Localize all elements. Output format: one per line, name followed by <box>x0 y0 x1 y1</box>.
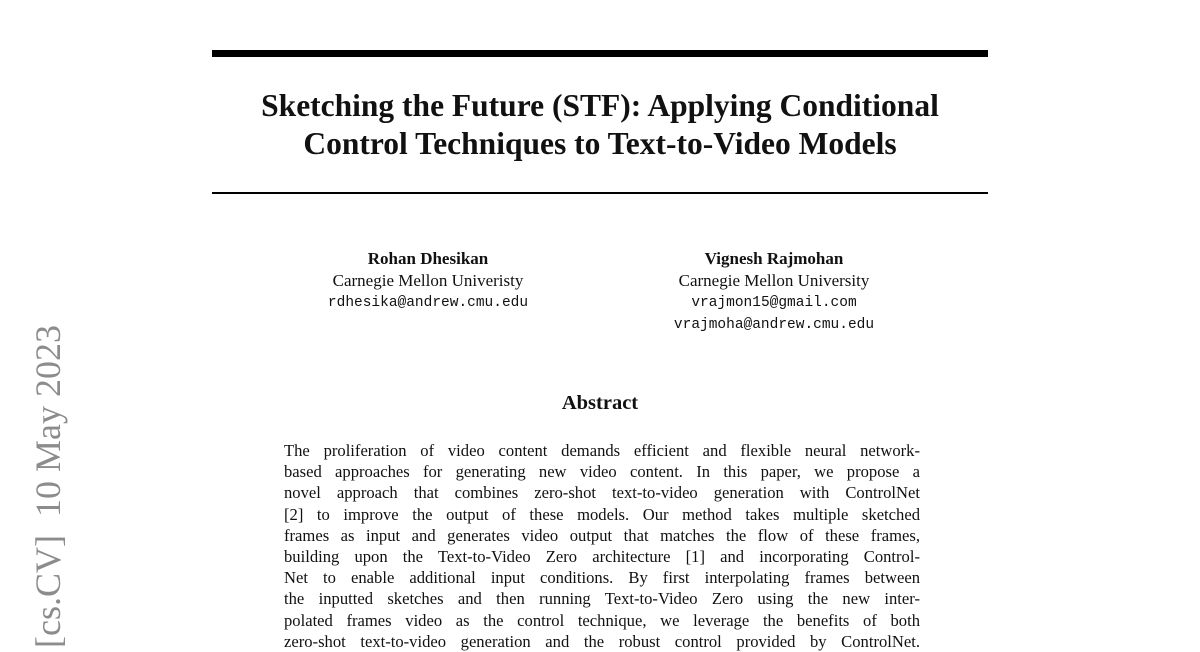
abstract-line: frames as input and generates video output that matches the flow of these frames, <box>284 525 920 545</box>
author-block-1 <box>290 248 566 314</box>
abstract-line: [2] to improve the output of these models. Our method takes multiple sketched <box>284 504 920 524</box>
author-affiliation: Carnegie Mellon University <box>678 271 870 290</box>
abstract-line: Net to enable additional input conditions. By first interpolating frames between <box>284 568 920 588</box>
title-top-rule <box>212 50 988 57</box>
abstract-line: the inputted sketches and then running Text-to-Video Zero using the new inter- <box>284 589 920 609</box>
abstract-body <box>284 440 920 652</box>
author-name: Vignesh Rajmohan <box>704 249 844 268</box>
author-affiliation: Carnegie Mellon Univeristy <box>332 271 524 290</box>
arxiv-date: 10 May 2023 <box>28 325 68 518</box>
paper-title <box>212 87 988 163</box>
abstract-line: polated frames video as the control technique, we leverage the benefits of both <box>284 610 920 630</box>
abstract-line: The proliferation of video content demands efficient and flexible neural network- <box>284 441 920 460</box>
arxiv-category: [cs.CV] <box>28 535 68 648</box>
author-email[interactable]: rdhesika@andrew.cmu.edu <box>327 295 529 311</box>
arxiv-side-identifier <box>28 325 68 648</box>
abstract-line: building upon the Text-to-Video Zero architecture [1] and incorporating Control- <box>284 546 920 566</box>
title-bottom-rule <box>212 192 988 194</box>
abstract-line: novel approach that combines zero-shot text-to-video generation with ControlNet <box>284 483 920 503</box>
abstract-line: based approaches for generating new video content. In this paper, we propose a <box>284 462 920 482</box>
abstract-heading: Abstract <box>561 392 639 414</box>
abstract-line: zero-shot text-to-video generation and the robust control provided by ControlNet. <box>284 631 920 651</box>
paper-title-line-2: Control Techniques to Text-to-Video Models <box>303 126 897 161</box>
paper-title-line-1: Sketching the Future (STF): Applying Conditional <box>261 88 939 123</box>
author-email[interactable]: vrajmon15@gmail.com <box>691 295 857 311</box>
author-block-2 <box>636 248 912 336</box>
author-email[interactable]: vrajmoha@andrew.cmu.edu <box>673 317 875 333</box>
author-name: Rohan Dhesikan <box>367 249 489 268</box>
